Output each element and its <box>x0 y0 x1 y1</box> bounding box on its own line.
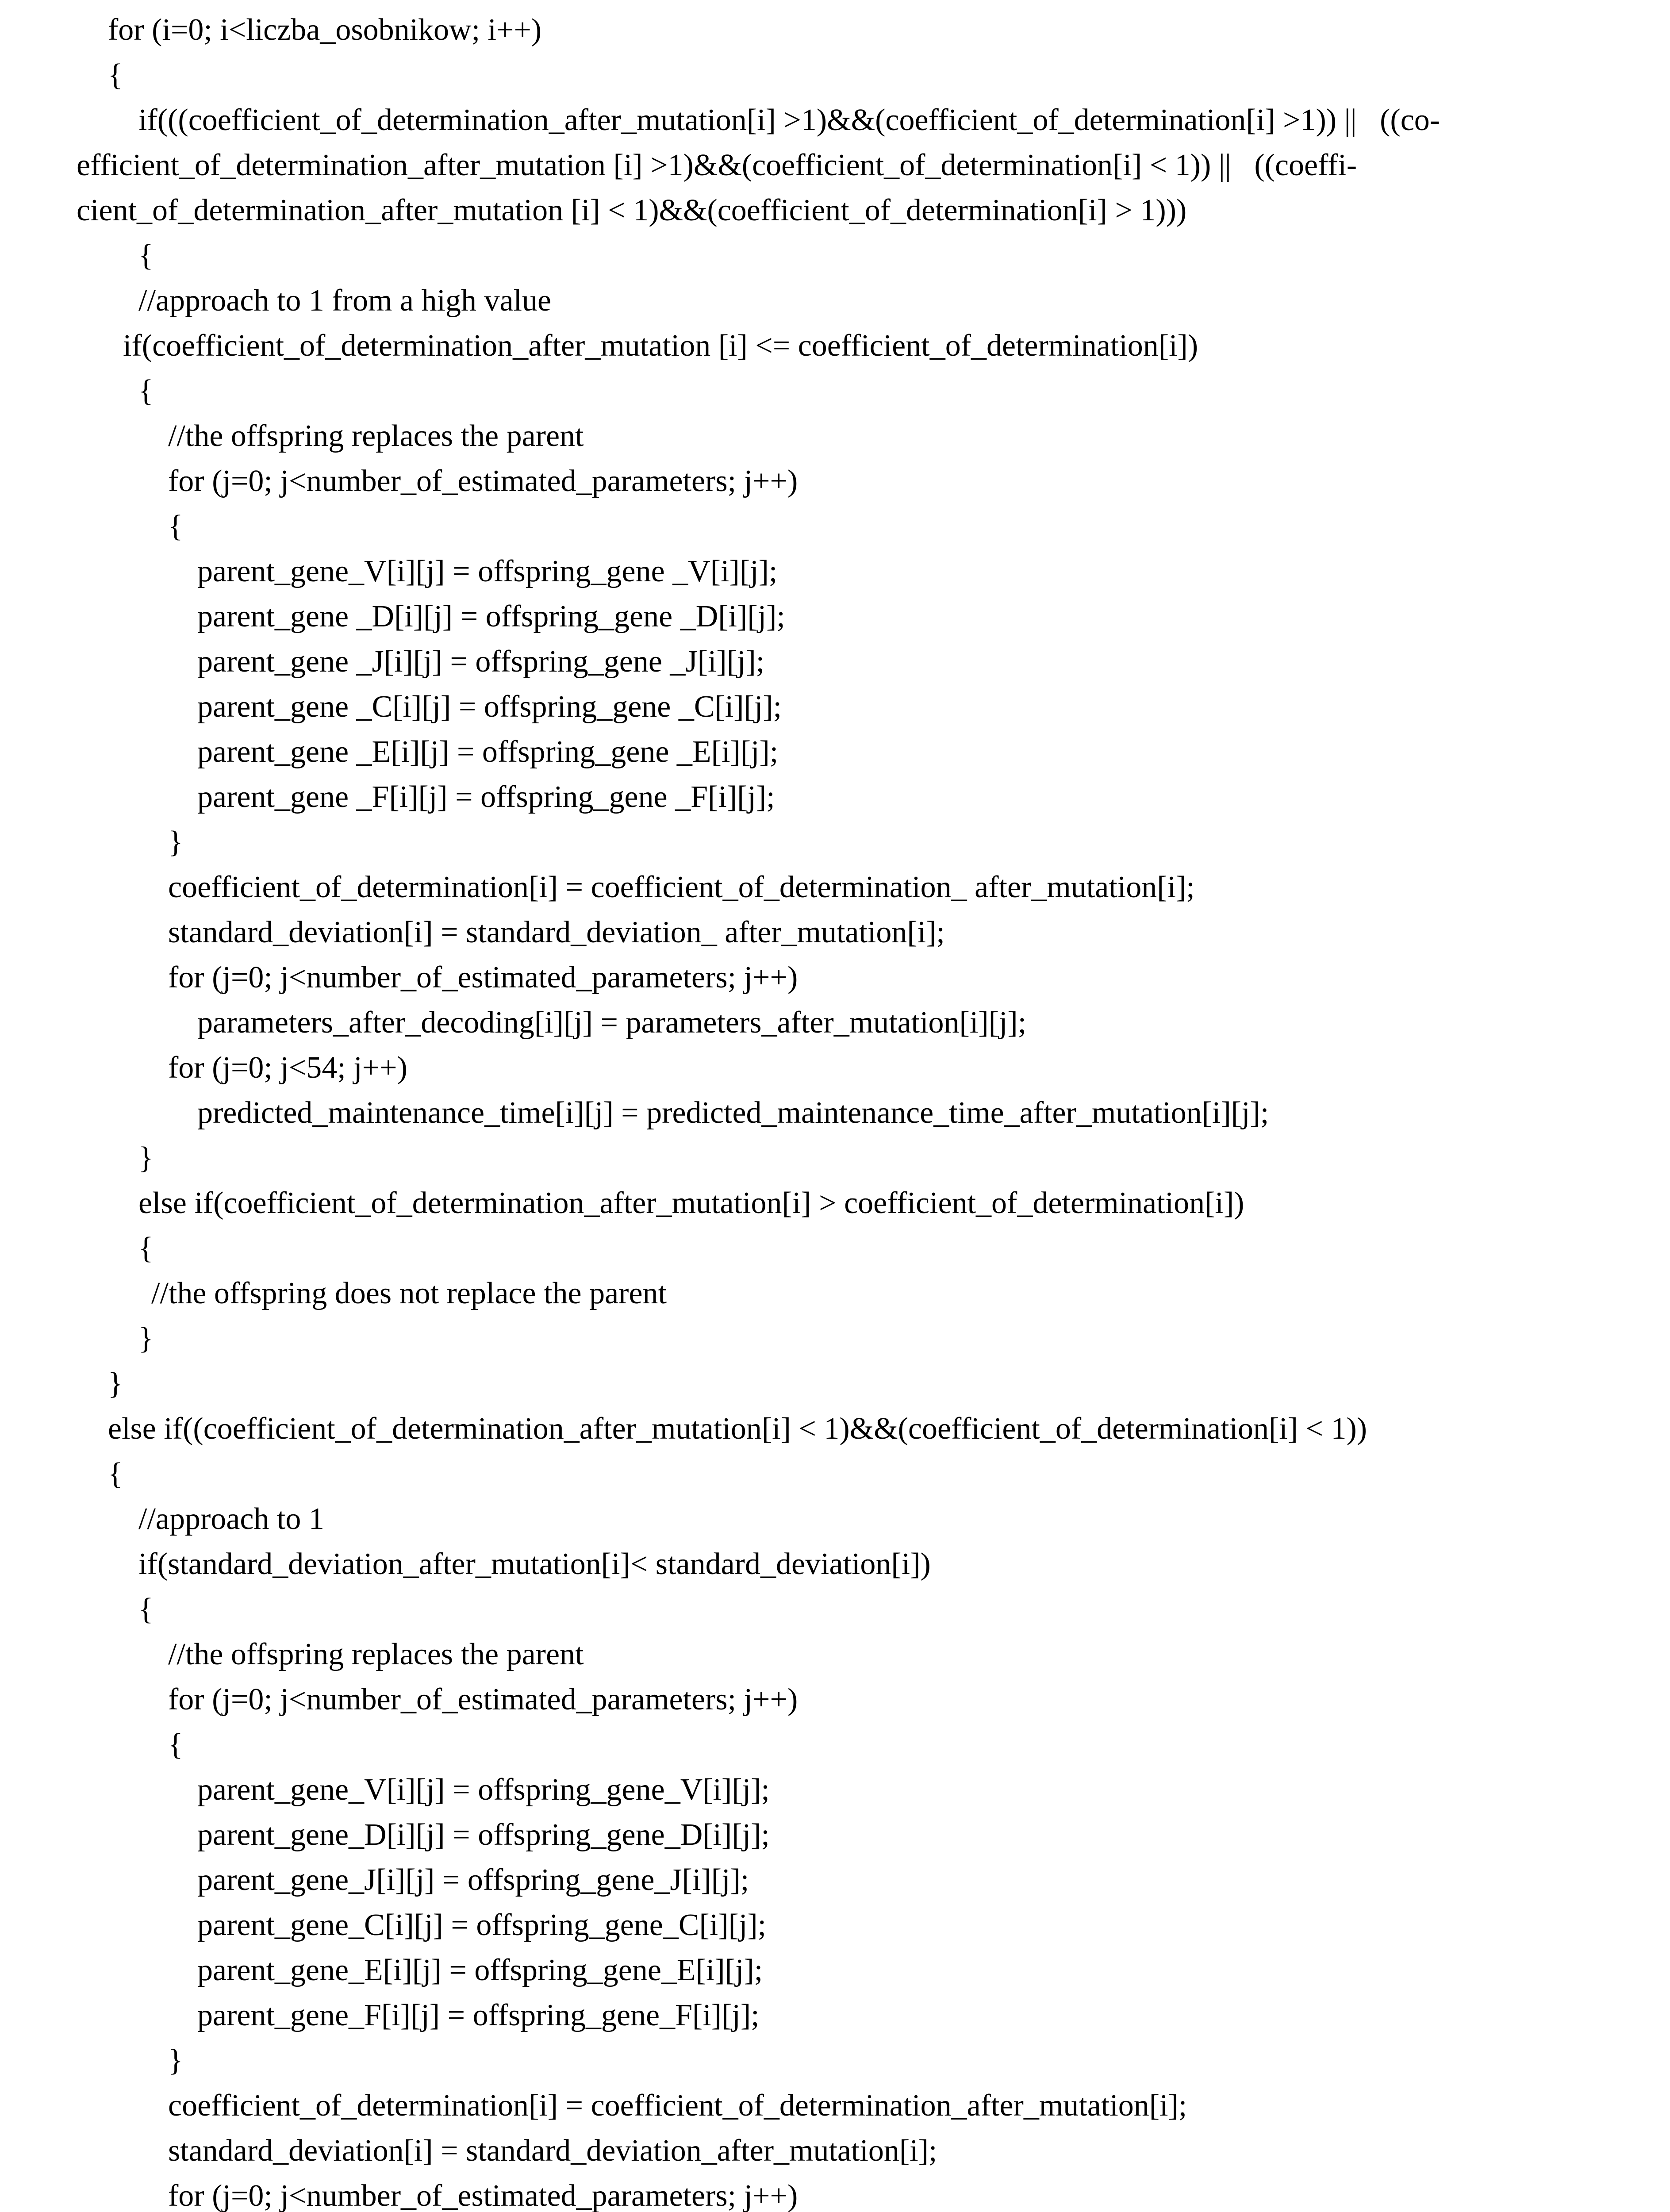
code-line: if(coefficient_of_determination_after_mutation [i] <= coefficient_of_determination[i]) <box>123 329 1198 363</box>
code-line: standard_deviation[i] = standard_deviation_ after_mutation[i]; <box>168 915 945 949</box>
code-line: } <box>108 1367 123 1401</box>
code-line: parent_gene _J[i][j] = offspring_gene _J[i][j]; <box>197 645 765 679</box>
code-line: { <box>138 238 154 273</box>
code-line: parent_gene_V[i][j] = offspring_gene_V[i][j]; <box>197 1773 770 1807</box>
code-line: { <box>168 1728 183 1762</box>
code-line: } <box>168 825 183 859</box>
code-line: cient_of_determination_after_mutation [i] < 1)&&(coefficient_of_determination[i] > 1))) <box>77 193 1187 227</box>
code-line: { <box>138 1592 154 1626</box>
code-line: coefficient_of_determination[i] = coefficient_of_determination_after_mutation[i]; <box>168 2089 1187 2123</box>
code-line: coefficient_of_determination[i] = coefficient_of_determination_ after_mutation[i]; <box>168 870 1195 904</box>
code-line: { <box>108 58 123 92</box>
code-line: parent_gene_D[i][j] = offspring_gene_D[i][j]; <box>197 1818 770 1852</box>
code-line: { <box>138 374 154 408</box>
code-line: for (i=0; i<liczba_osobnikow; i++) <box>108 13 542 47</box>
code-line: } <box>138 1141 154 1175</box>
code-line: parent_gene_V[i][j] = offspring_gene _V[i][j]; <box>197 554 778 588</box>
code-line: //the offspring does not replace the parent <box>151 1276 667 1310</box>
code-line: else if((coefficient_of_determination_after_mutation[i] < 1)&&(coefficient_of_determination[i] < 1)) <box>108 1412 1367 1446</box>
code-line: { <box>168 509 183 543</box>
code-line: parameters_after_decoding[i][j] = parameters_after_mutation[i][j]; <box>197 1006 1027 1040</box>
code-line: for (j=0; j<number_of_estimated_parameters; j++) <box>168 960 798 995</box>
code-line: else if(coefficient_of_determination_after_mutation[i] > coefficient_of_determination[i]) <box>138 1186 1244 1220</box>
code-line: parent_gene_C[i][j] = offspring_gene_C[i][j]; <box>197 1908 767 1942</box>
code-line: parent_gene _C[i][j] = offspring_gene _C[i][j]; <box>197 690 782 724</box>
code-line: parent_gene_E[i][j] = offspring_gene_E[i][j]; <box>197 1953 763 1987</box>
code-line: if(standard_deviation_after_mutation[i]< standard_deviation[i]) <box>138 1547 931 1581</box>
code-line: //approach to 1 from a high value <box>138 284 552 318</box>
code-line: parent_gene_F[i][j] = offspring_gene_F[i][j]; <box>197 1998 760 2032</box>
code-line: parent_gene_J[i][j] = offspring_gene_J[i][j]; <box>197 1863 749 1897</box>
code-line: parent_gene _D[i][j] = offspring_gene _D[i][j]; <box>197 599 785 634</box>
code-line: { <box>108 1457 123 1491</box>
code-line: parent_gene _F[i][j] = offspring_gene _F[i][j]; <box>197 780 775 814</box>
code-line: //the offspring replaces the parent <box>168 419 584 453</box>
code-line: for (j=0; j<number_of_estimated_parameters; j++) <box>168 2179 798 2212</box>
code-line: } <box>138 1321 154 1356</box>
code-line: parent_gene _E[i][j] = offspring_gene _E[i][j]; <box>197 735 779 769</box>
code-line: if(((coefficient_of_determination_after_mutation[i] >1)&&(coefficient_of_determination[i] >1)) || ((co- <box>138 103 1440 137</box>
code-line: } <box>168 2043 183 2078</box>
code-line: for (j=0; j<number_of_estimated_parameters; j++) <box>168 464 798 498</box>
code-line: //the offspring replaces the parent <box>168 1637 584 1671</box>
code-line: { <box>138 1231 154 1265</box>
code-line: standard_deviation[i] = standard_deviation_after_mutation[i]; <box>168 2134 937 2168</box>
code-line: for (j=0; j<number_of_estimated_parameters; j++) <box>168 1682 798 1717</box>
code-line: efficient_of_determination_after_mutation [i] >1)&&(coefficient_of_determination[i] < 1)) || ((coeffi- <box>77 148 1357 182</box>
code-line: for (j=0; j<54; j++) <box>168 1051 407 1085</box>
code-line: predicted_maintenance_time[i][j] = predicted_maintenance_time_after_mutation[i][j]; <box>197 1096 1269 1130</box>
code-line: //approach to 1 <box>138 1502 324 1536</box>
